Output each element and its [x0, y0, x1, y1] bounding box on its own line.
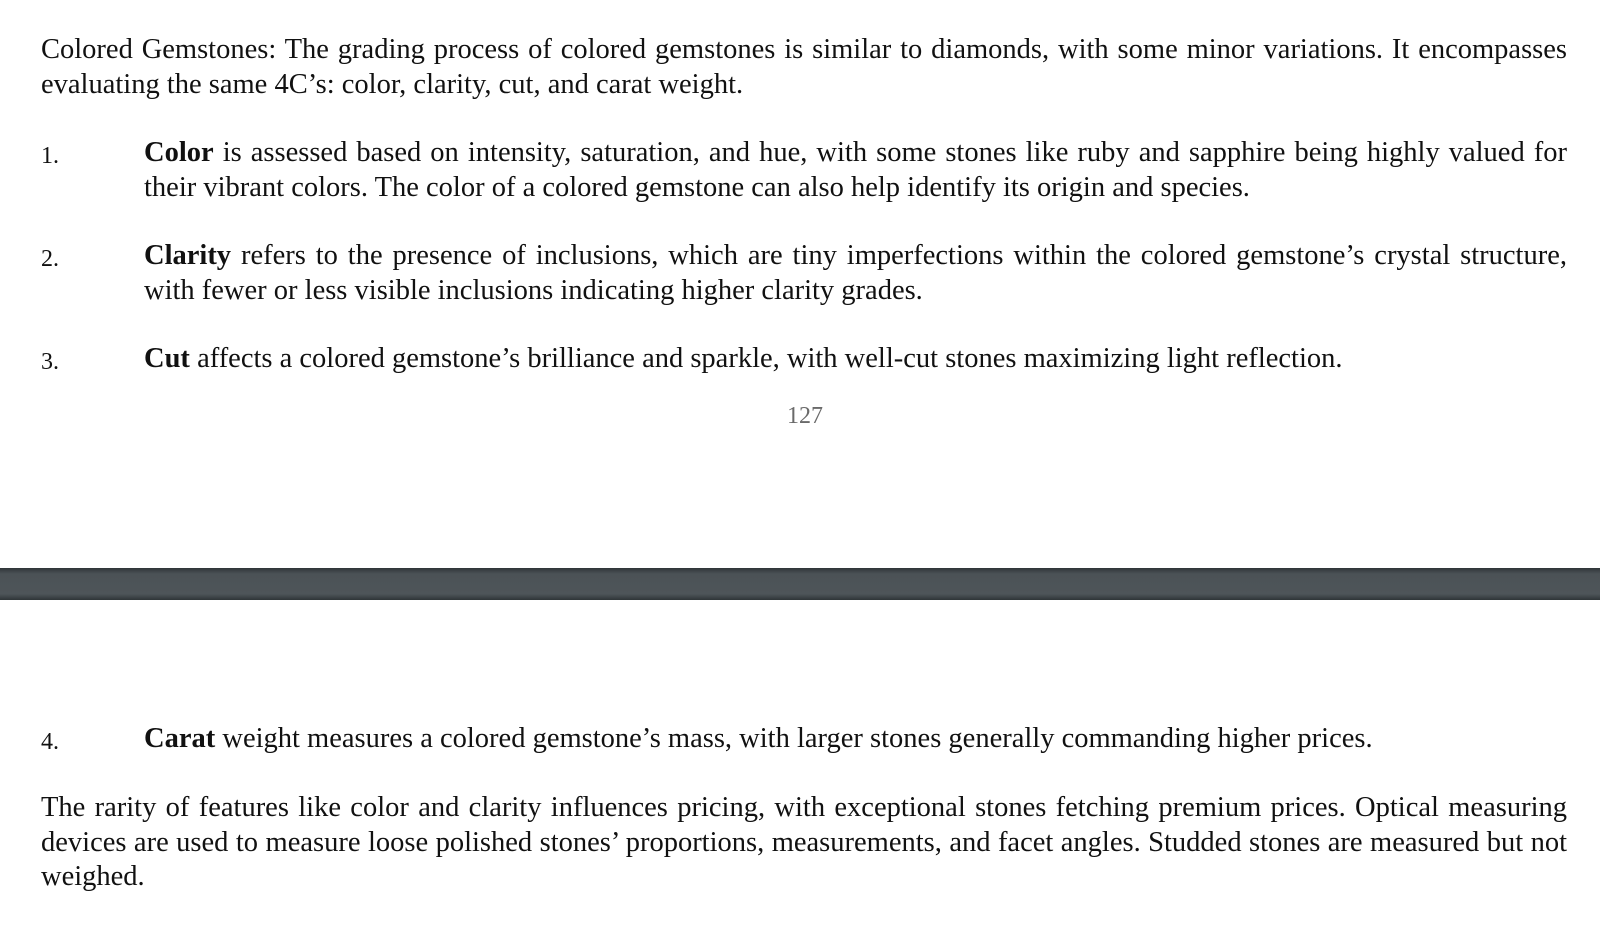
list-item-term: Cut [144, 343, 190, 374]
list-item-body [144, 136, 1567, 205]
list-number: 2. [41, 246, 59, 272]
list-item-term: Color [144, 137, 214, 168]
intro-paragraph: Colored Gemstones: The grading process of colored gemstones is similar to diamonds, with some minor variations. It encompasses evaluating the same 4C’s: color, clarity, cut, and carat weight. [41, 34, 1567, 100]
document-page-128 [0, 600, 1600, 941]
list-item-text: weight measures a colored gemstone’s mass, with larger stones generally commanding higher prices. [215, 723, 1373, 754]
list-item-term: Carat [144, 723, 216, 754]
list-item-text: is assessed based on intensity, saturation, and hue, with some stones like ruby and sapphire being highly valued for their vibrant colors. The color of a colored gemstone can also help identify its origin and species. [144, 137, 1567, 203]
list-number: 3. [41, 349, 59, 375]
list-item-cut [41, 342, 1567, 377]
list-item-text: refers to the presence of inclusions, which are tiny imperfections within the colored gemstone’s crystal structure, with fewer or less visible inclusions indicating higher clarity grades. [144, 240, 1567, 306]
list-number: 4. [41, 729, 59, 755]
page-number: 127 [787, 403, 823, 429]
page-divider [0, 568, 1600, 600]
list-item-carat [41, 722, 1567, 757]
list-item-text: affects a colored gemstone’s brilliance and sparkle, with well-cut stones maximizing light reflection. [189, 343, 1343, 374]
closing-paragraph: The rarity of features like color and clarity influences pricing, with exceptional stones fetching premium prices. Optical measuring devices are used to measure loose polished stones’ proportions, measurements, and facet angles. Studded stones are measured but not weighed. [41, 792, 1567, 892]
list-number: 1. [41, 143, 59, 169]
list-item-color [41, 136, 1567, 205]
list-item-body [144, 239, 1567, 308]
list-item-body [144, 722, 1567, 757]
list-item-body [144, 342, 1567, 377]
list-item-term: Clarity [144, 240, 232, 271]
list-item-clarity [41, 239, 1567, 308]
